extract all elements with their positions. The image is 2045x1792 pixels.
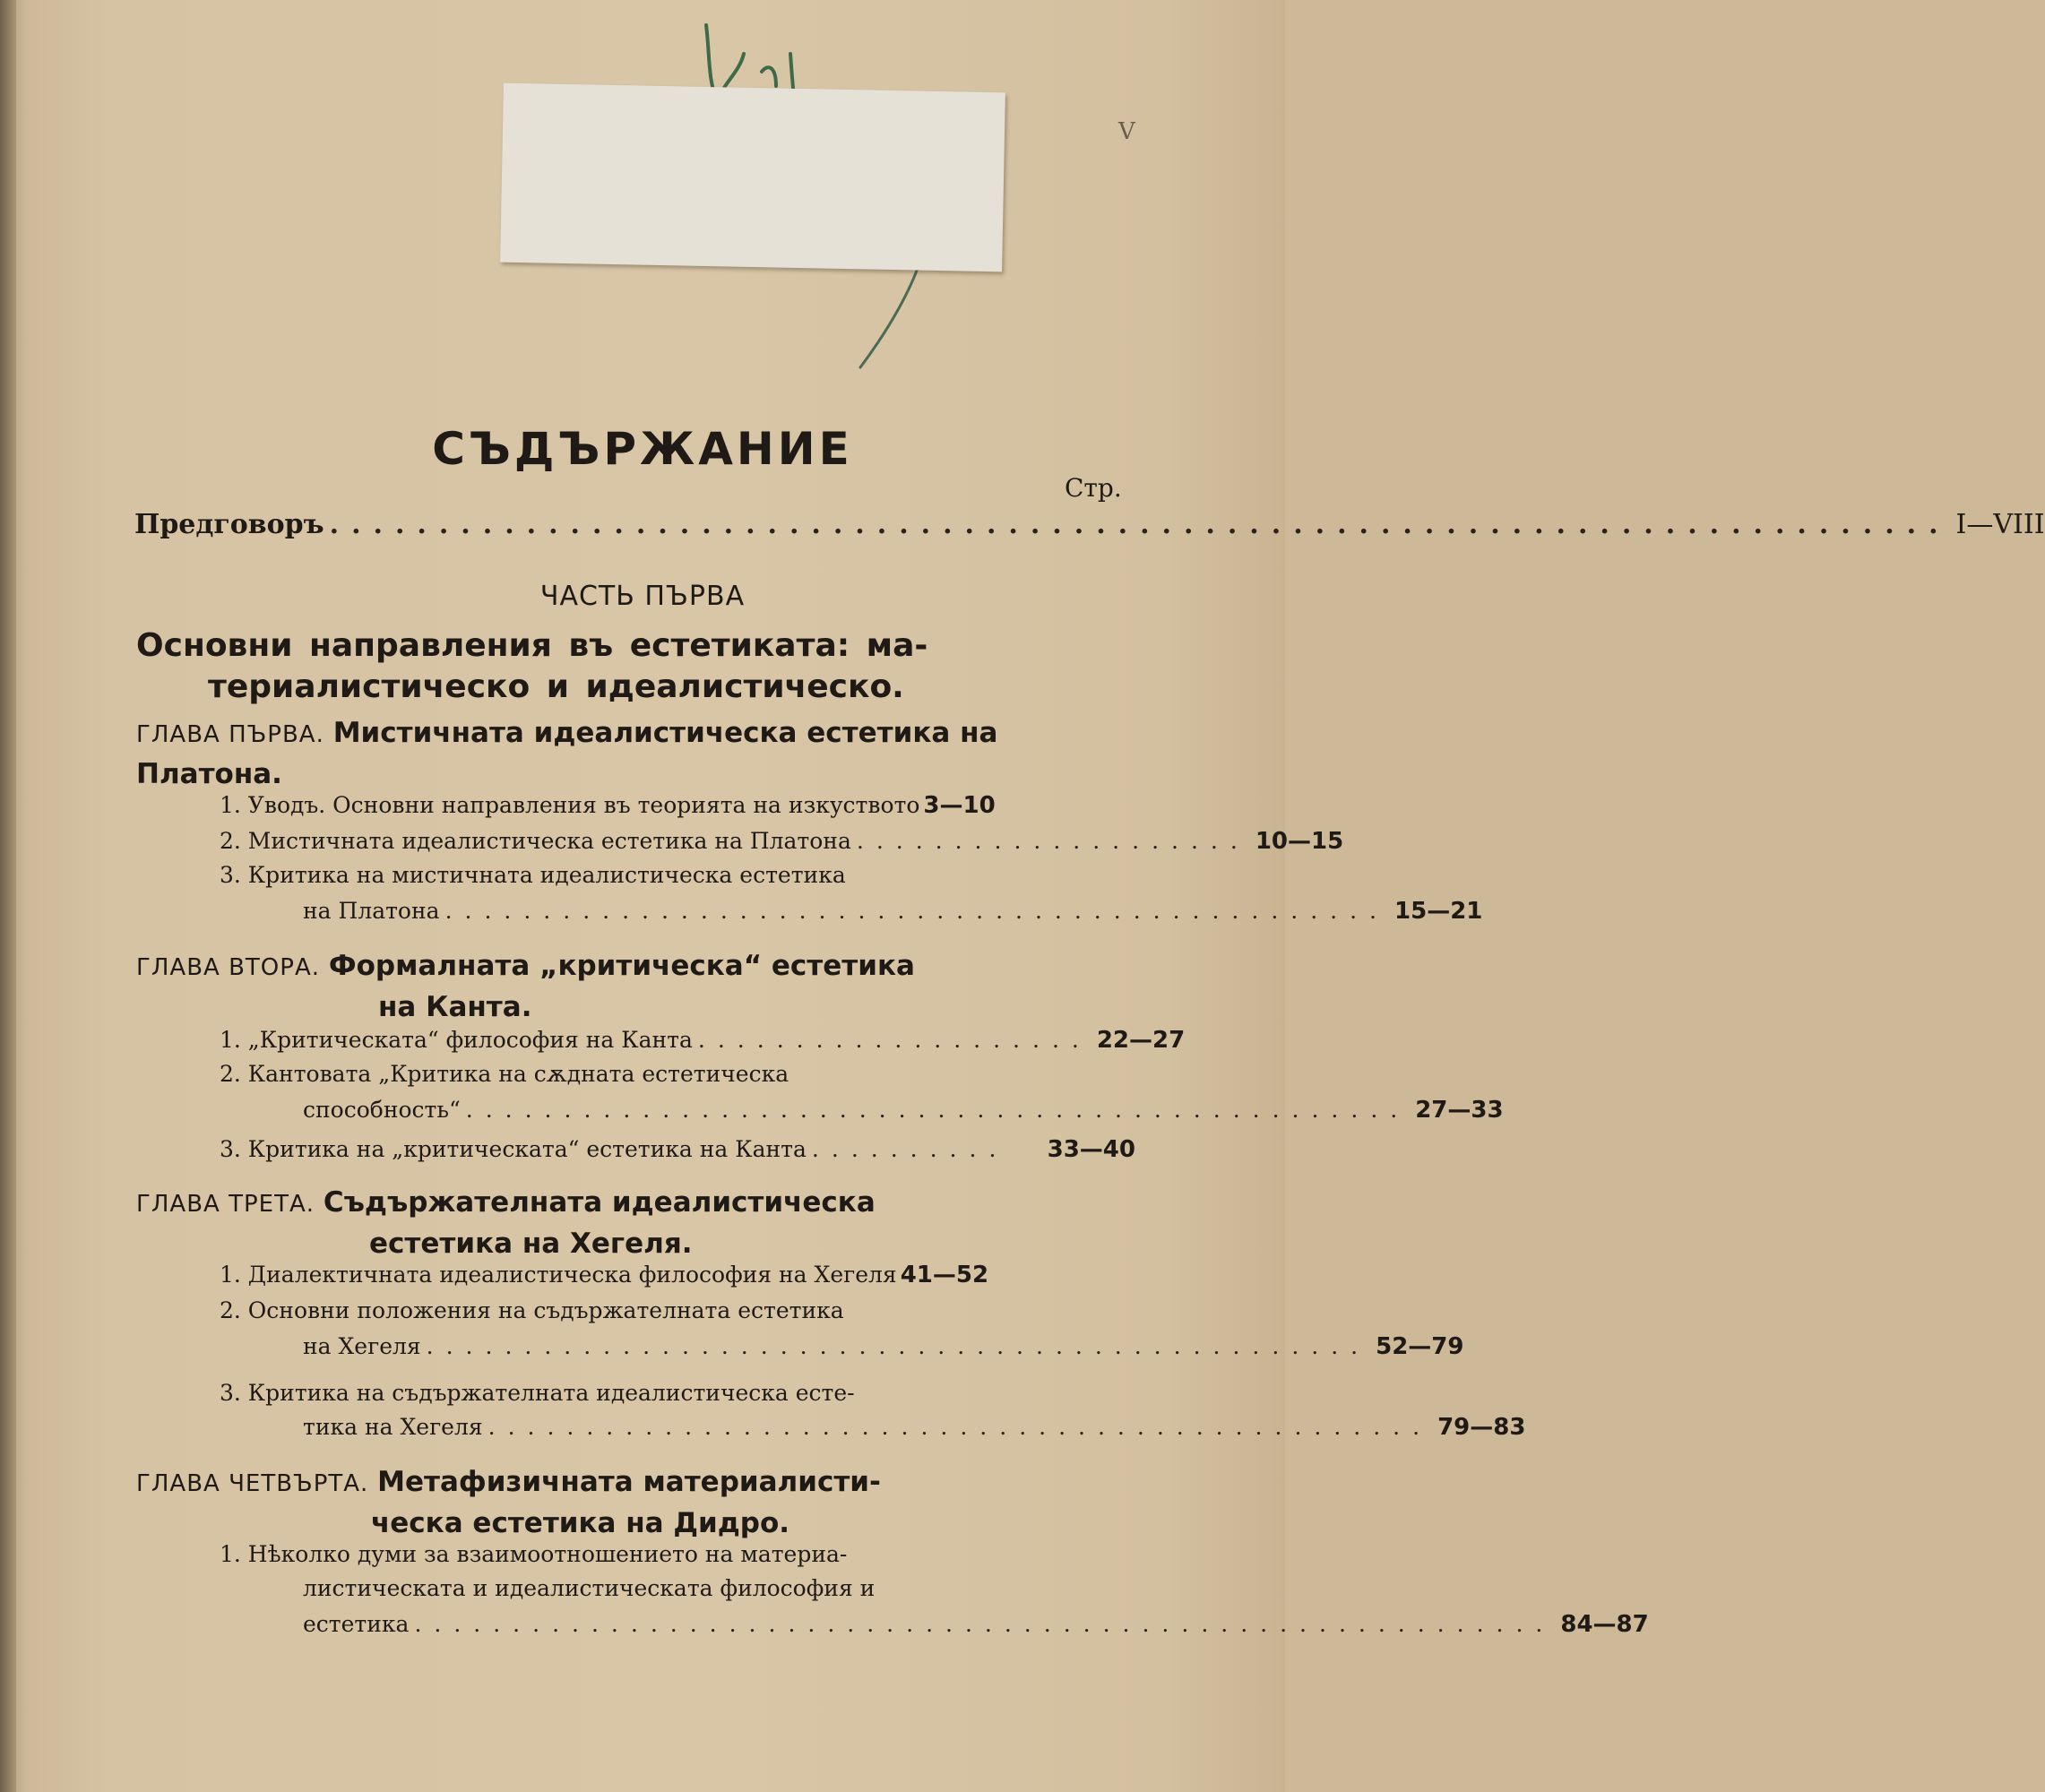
entry-pages: 33—40 bbox=[1047, 1136, 1135, 1163]
entry-label: 2. Кантовата „Критика на сѫдната естетическа bbox=[220, 1061, 790, 1087]
entry-pages: 84—87 bbox=[1560, 1611, 1649, 1638]
chapter-title-cont: Платона. bbox=[136, 758, 282, 790]
toc-entry[interactable] bbox=[220, 828, 1344, 855]
entry-label: 3. Критика на мистичната идеалистическа естетика bbox=[220, 862, 846, 888]
entry-pages: 41—52 bbox=[900, 1262, 989, 1288]
leader-dots: .......... bbox=[811, 1136, 1009, 1162]
toc-entry[interactable] bbox=[220, 792, 1135, 819]
leader-dots: ................................................ bbox=[465, 1097, 1411, 1123]
entry-label: 1. „Критическата“ философия на Канта bbox=[220, 1027, 693, 1053]
toc-entry[interactable] bbox=[303, 1414, 1526, 1441]
entry-pages: 27—33 bbox=[1415, 1097, 1504, 1124]
leader-dots: .................... bbox=[697, 1027, 1092, 1053]
chapter-title: Мистичната идеалистическа естетика на bbox=[332, 717, 998, 749]
entry-pages: 22—27 bbox=[1096, 1027, 1186, 1054]
entry-label: 2. Мистичната идеалистическа естетика на Платона bbox=[220, 828, 851, 854]
part-heading: ЧАСТЬ ПЪРВА bbox=[539, 581, 746, 612]
entry-label: 1. Диалектичната идеалистическа философия на Хегеля bbox=[220, 1262, 897, 1288]
chapter-title-cont: на Канта. bbox=[378, 991, 532, 1023]
chapter-2-heading bbox=[136, 946, 1140, 1027]
leader-dots: .......................................................................... bbox=[329, 509, 1951, 540]
preface-label: Предговоръ bbox=[134, 509, 324, 540]
entry-label-cont: листическата и идеалистическата философия и bbox=[303, 1575, 876, 1601]
entry-pages: 3—10 bbox=[923, 792, 996, 819]
preface-pages: I—VIII bbox=[1955, 509, 2045, 540]
entry-label: 2. Основни положения на съдържателната естетика bbox=[220, 1297, 844, 1323]
page-column-header: Стр. bbox=[1065, 473, 1122, 503]
leader-dots: ................................................ bbox=[444, 898, 1390, 924]
entry-label-cont: способность“ bbox=[303, 1097, 461, 1123]
entry-label: 3. Критика на съдържателната идеалистическа есте- bbox=[220, 1380, 855, 1406]
toc-entry[interactable] bbox=[303, 1333, 1464, 1360]
toc-entry[interactable] bbox=[303, 1611, 1649, 1638]
part-title-line2: териалистическо и идеалистическо. bbox=[208, 668, 904, 705]
entry-label-cont: на Хегеля bbox=[303, 1333, 421, 1359]
page-edge-shadow bbox=[0, 0, 16, 1792]
leader-dots: ................................................ bbox=[426, 1333, 1371, 1359]
paper-label-sticker bbox=[500, 83, 1005, 272]
part-title bbox=[136, 625, 1136, 708]
toc-entry[interactable] bbox=[303, 1097, 1504, 1124]
chapter-1-heading bbox=[136, 713, 1140, 794]
chapter-3-heading bbox=[136, 1183, 1140, 1263]
chapter-4-heading bbox=[136, 1462, 1140, 1543]
chapter-title: Формалната „критическа“ естетика bbox=[328, 950, 915, 982]
chapter-label: ГЛАВА ВТОРА. bbox=[136, 954, 320, 981]
entry-pages: 52—79 bbox=[1376, 1333, 1464, 1360]
entry-pages: 15—21 bbox=[1394, 898, 1483, 925]
chapter-title: Съдържателната идеалистическа bbox=[323, 1186, 876, 1219]
chapter-title-cont: естетика на Хегеля. bbox=[369, 1228, 693, 1260]
part-title-line1: Основни направления въ естетиката: ма- bbox=[136, 627, 928, 664]
entry-label: 3. Критика на „критическата“ естетика на Канта bbox=[220, 1136, 807, 1162]
entry-label: 1. Нѣколко думи за взаимоотношението на материа- bbox=[220, 1541, 848, 1567]
toc-entry[interactable] bbox=[220, 1262, 1135, 1288]
entry-label-cont: на Платона bbox=[303, 898, 440, 924]
chapter-title: Метафизичната материалисти- bbox=[377, 1466, 881, 1498]
entry-label-cont: естетика bbox=[303, 1611, 410, 1637]
entry-pages: 10—15 bbox=[1255, 828, 1344, 855]
toc-title: СЪДЪРЖАНИЕ bbox=[432, 423, 853, 475]
leader-dots: .................... bbox=[856, 828, 1250, 854]
chapter-label: ГЛАВА ТРЕТА. bbox=[136, 1191, 315, 1218]
entry-pages: 79—83 bbox=[1437, 1414, 1526, 1441]
chapter-label: ГЛАВА ЧЕТВЪРТА. bbox=[136, 1470, 369, 1497]
chapter-title-cont: ческа естетика на Дидро. bbox=[371, 1507, 790, 1539]
toc-entry[interactable] bbox=[303, 898, 1483, 925]
chapter-label: ГЛАВА ПЪРВА. bbox=[136, 721, 324, 748]
toc-entry[interactable] bbox=[220, 1136, 1135, 1163]
leader-dots: ................................................ bbox=[488, 1414, 1433, 1440]
leader-dots: .......................................................... bbox=[414, 1611, 1556, 1637]
entry-label: 1. Уводъ. Основни направления въ теорията на изкуството bbox=[220, 792, 920, 818]
entry-label-cont: тика на Хегеля bbox=[303, 1414, 483, 1440]
toc-entry-preface[interactable] bbox=[134, 509, 2045, 540]
toc-entry[interactable] bbox=[220, 1027, 1186, 1054]
page-corner-mark: V bbox=[1118, 118, 1135, 145]
